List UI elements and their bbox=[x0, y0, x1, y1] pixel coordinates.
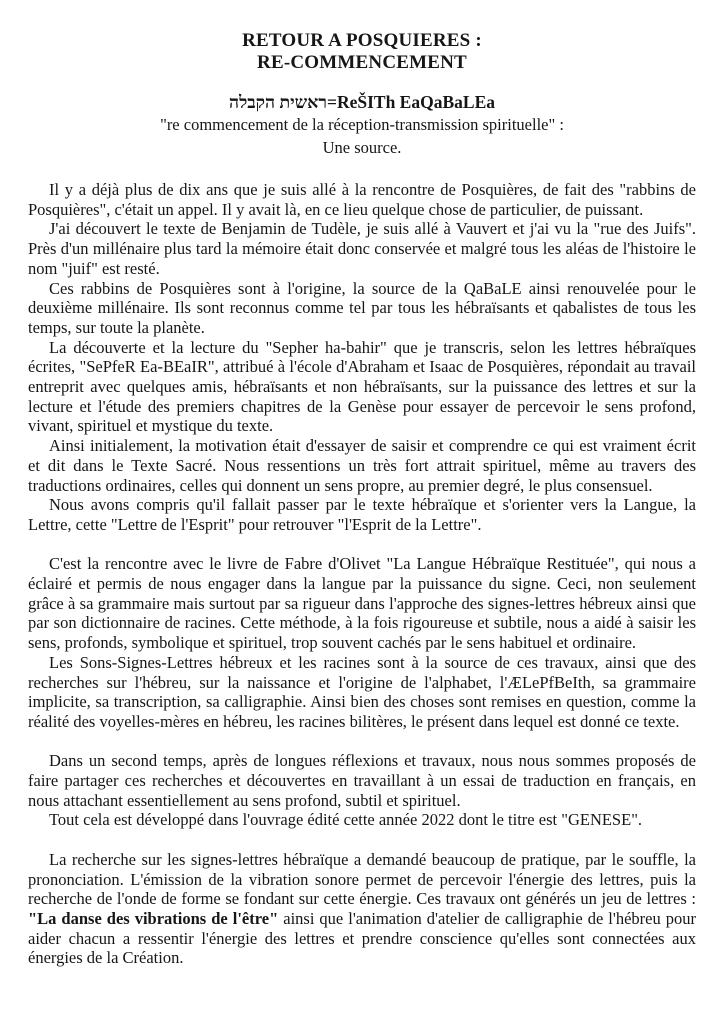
page-title-line-1: RETOUR A POSQUIERES : bbox=[242, 30, 482, 51]
paragraph bbox=[28, 653, 696, 732]
subtitle-quote: "re commencement de la réception-transmission spirituelle" : bbox=[160, 115, 564, 134]
text-run: Il y a déjà plus de dix ans que je suis allé à la rencontre de Posquières, de fait des "rabbins de Posquières", c'était un appel. Il y avait là, en ce lieu quelque chose de particulier, de puissant. bbox=[28, 180, 696, 219]
paragraph bbox=[28, 279, 696, 338]
paragraph bbox=[28, 751, 696, 810]
text-run: Les Sons-Signes-Lettres hébreux et les racines sont à la source de ces travaux, ainsi que des recherches sur l'hébreu, sur la naissance et l'origine de l'alphabet, l'ÆLePfBeIth, sa grammaire implicite, sa transcription, sa calligraphie. Ainsi bien des choses sont remises en question, comme la réalité des voyelles-mères en hébreu, les racines bilitères, le présent dans lequel est donné ce texte. bbox=[28, 652, 696, 731]
paragraph bbox=[28, 495, 696, 534]
text-run: Dans un second temps, après de longues réflexions et travaux, nous nous sommes proposés de faire partager ces recherches et découvertes en travaillant à un essai de traduction en français, en nous attachant essentiellement au sens profond, subtil et spirituel. bbox=[28, 751, 696, 810]
hebrew-transliteration-line: ראשית הקבלה=ReŠITh EaQaBaLEa bbox=[229, 92, 495, 112]
paragraph bbox=[28, 180, 696, 219]
text-run: La recherche sur les signes-lettres hébraïque a demandé beaucoup de pratique, par le souffle, la prononciation. L'émission de la vibration sonore permet de percevoir l'énergie des lettres, puis la recherche de l'onde de forme se fondant sur cette énergie. Ces travaux ont générés un jeu de lettres : bbox=[28, 849, 696, 909]
document-body bbox=[28, 180, 696, 968]
page-title-line-2: RE-COMMENCEMENT bbox=[257, 51, 467, 73]
text-run: ainsi que l'animation d'atelier de calligraphie de l'hébreu pour aider chacun a ressentir l'énergie des lettres et prendre conscience qu'elles sont connectées aux énergies de la Création. bbox=[28, 908, 696, 968]
paragraph bbox=[28, 436, 696, 495]
paragraph bbox=[28, 810, 696, 830]
page-title bbox=[28, 30, 696, 73]
text-run: Ainsi initialement, la motivation était d'essayer de saisir et comprendre ce qui est vraiment écrit et dit dans le Texte Sacré. Nous ressentions un très fort attrait spirituel, même au travers des traductions ordinaires, celles qui donnent un sens propre, au premier degré, le plus consensuel. bbox=[28, 436, 696, 495]
text-run: Tout cela est développé dans l'ouvrage édité cette année 2022 dont le titre est "GENESE". bbox=[49, 810, 643, 830]
text-run: Ces rabbins de Posquières sont à l'origine, la source de la QaBaLE ainsi renouvelée pour le deuxième millénaire. Ils sont reconnus comme tel par tous les hébraïsants et qabalistes de tous les temps, sur toute la planète. bbox=[28, 278, 696, 337]
paragraph bbox=[28, 850, 696, 968]
paragraph bbox=[28, 338, 696, 437]
bold-text-run: "La danse des vibrations de l'être" bbox=[28, 908, 279, 928]
text-run: Nous avons compris qu'il fallait passer par le texte hébraïque et s'orienter vers la Langue, la Lettre, cette "Lettre de l'Esprit" pour retrouver "l'Esprit de la Lettre". bbox=[28, 495, 696, 534]
paragraph bbox=[28, 554, 696, 653]
text-run: C'est la rencontre avec le livre de Fabre d'Olivet "La Langue Hébraïque Restituée", qui nous a éclairé et permis de nous engager dans la langue par la puissance du signe. Ceci, non seulement grâce à sa grammaire mais surtout par sa rigueur dans l'approche des signes-lettres hébreux ainsi que par son dictionnaire de racines. Cette méthode, à la fois rigoureuse et subtile, nous a aidé à saisir les sens, profonds, symbolique et spirituel, trop souvent cachés par le sens habituel et ordinaire. bbox=[28, 554, 696, 653]
paragraph bbox=[28, 219, 696, 278]
subtitle-source: Une source. bbox=[322, 137, 402, 157]
text-run: J'ai découvert le texte de Benjamin de Tudèle, je suis allé à Vauvert et j'ai vu la "rue des Juifs". Près d'un millénaire plus tard la mémoire était donc conservée et malgré tous les aléas de l'histoire le nom "juif" est resté. bbox=[28, 219, 696, 278]
text-run: La découverte et la lecture du "Sepher ha-bahir" que je transcris, selon les lettres hébraïques écrites, "SePfeR Ea-BEaIR", attribué à l'école d'Abraham et Isaac de Posquières, répondait au travail entreprit avec quelques amis, hébraïsants et non hébraïsants, sur la puissance des lettres et sur la lecture et l'étude des premiers chapitres de la Genèse pour essayer de percevoir le sens profond, vivant, spirituel et mystique du texte. bbox=[28, 337, 696, 436]
